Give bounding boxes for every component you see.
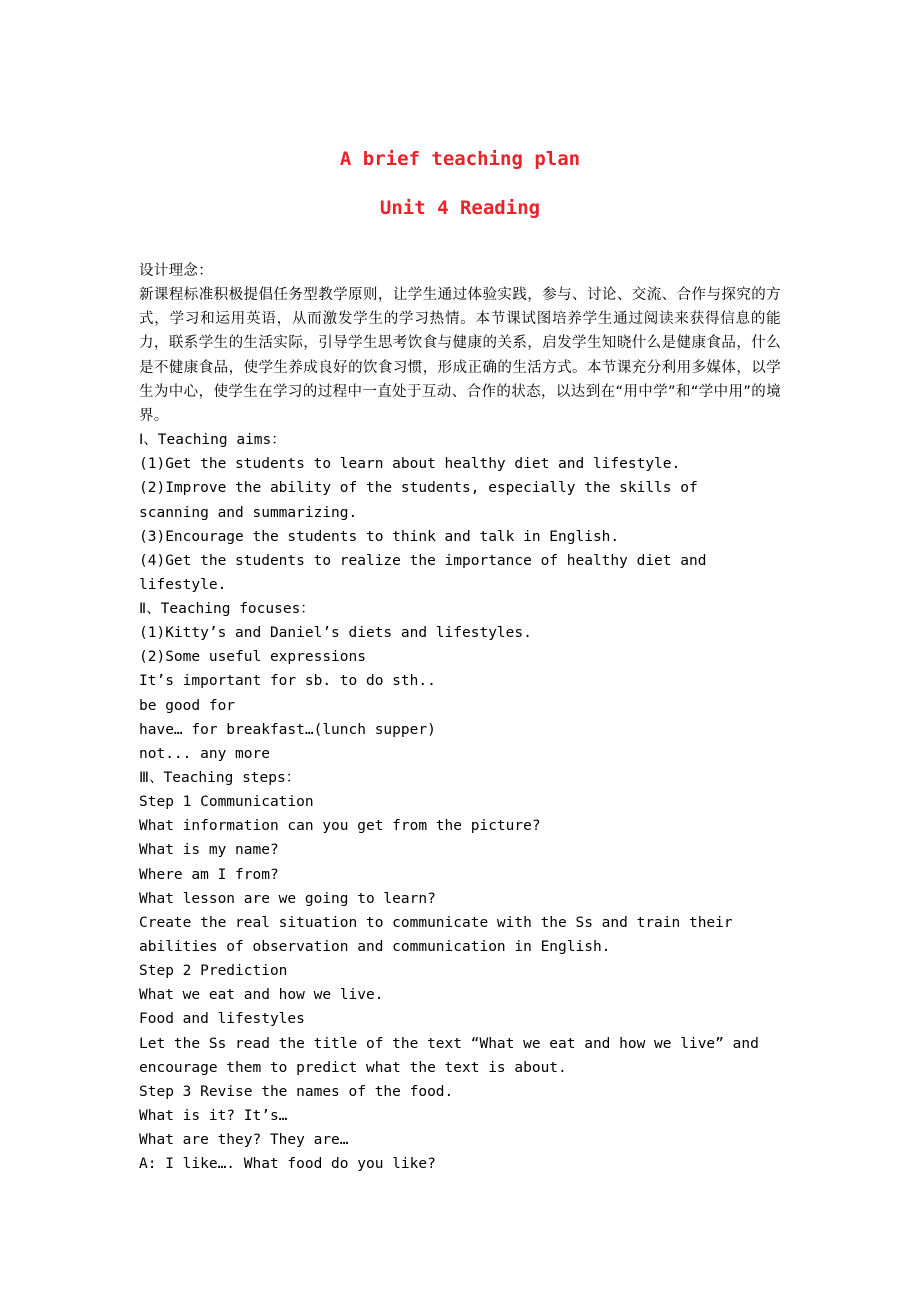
focuses-item: It’s important for sb. to do sth.. [139, 673, 436, 690]
document-title: A brief teaching plan [339, 148, 581, 170]
step1-note: Create the real situation to communicate with the Ss and train their abilities of observation and communication in English. [139, 914, 733, 956]
step1-line: What information can you get from the picture? [139, 818, 541, 835]
focuses-item: (2)Some useful expressions [139, 649, 366, 666]
step2-line: Food and lifestyles [139, 1011, 305, 1028]
step2-line: What we eat and how we live. [139, 987, 384, 1004]
step2-title: Step 2 Prediction [139, 963, 288, 980]
aims-heading: Ⅰ、Teaching aims： [139, 432, 286, 449]
steps-heading: Ⅲ、Teaching steps： [139, 770, 301, 787]
document-subtitle: Unit 4 Reading [379, 197, 541, 219]
aims-item: (2)Improve the ability of the students, especially the skills of [139, 480, 698, 497]
step1-line: What is my name? [139, 842, 279, 859]
step3-line: What are they? They are… [139, 1132, 349, 1149]
step2-note: Let the Ss read the title of the text “What we eat and how we live” and encourage them to predict what the text is about. [139, 1035, 759, 1076]
step3-line: What is it? It’s… [139, 1108, 288, 1125]
focuses-item: have… for breakfast…(lunch supper) [139, 721, 436, 738]
step3-title: Step 3 Revise the names of the food. [139, 1083, 454, 1100]
design-concept-text: 新课程标准积极提倡任务型教学原则，让学生通过体验实践，参与、讨论、交流、合作与探究的方式，学习和运用英语，从而激发学生的学习热情。本节课试图培养学生通过阅读来获得信息的能力，联系学生的生活实际，引导学生思考饮食与健康的关系，启发学生知晓什么是健康食品，什么是不健康食品，使学生养成良好的饮食习惯，形成正确的生活方式。本节课充分利用多媒体，以学生为中心，使学生在学习的过程中一直处于互动、合作的状态，以达到在“用中学”和“学中用”的境界。 [139, 287, 781, 424]
aims-item: (3)Encourage the students to think and talk in English. [139, 528, 620, 545]
focuses-item: be good for [139, 697, 236, 714]
step3-line: A: I like…. What food do you like? [139, 1156, 436, 1173]
focuses-item: not... any more [139, 745, 270, 762]
aims-item: lifestyle. [139, 576, 227, 593]
focuses-item: (1)Kitty’s and Daniel’s diets and lifestyles. [139, 625, 532, 642]
aims-item: scanning and summarizing. [139, 504, 358, 521]
aims-item: (1)Get the students to learn about healthy diet and lifestyle. [139, 456, 681, 473]
focuses-heading: Ⅱ、Teaching focuses： [139, 601, 315, 618]
aims-item: (4)Get the students to realize the importance of healthy diet and [139, 552, 707, 569]
step1-line: What lesson are we going to learn? [139, 890, 436, 907]
step1-title: Step 1 Communication [139, 794, 314, 811]
step1-line: Where am I from? [139, 866, 279, 883]
document-body [139, 259, 829, 1177]
design-concept-label: 设计理念： [139, 263, 213, 279]
